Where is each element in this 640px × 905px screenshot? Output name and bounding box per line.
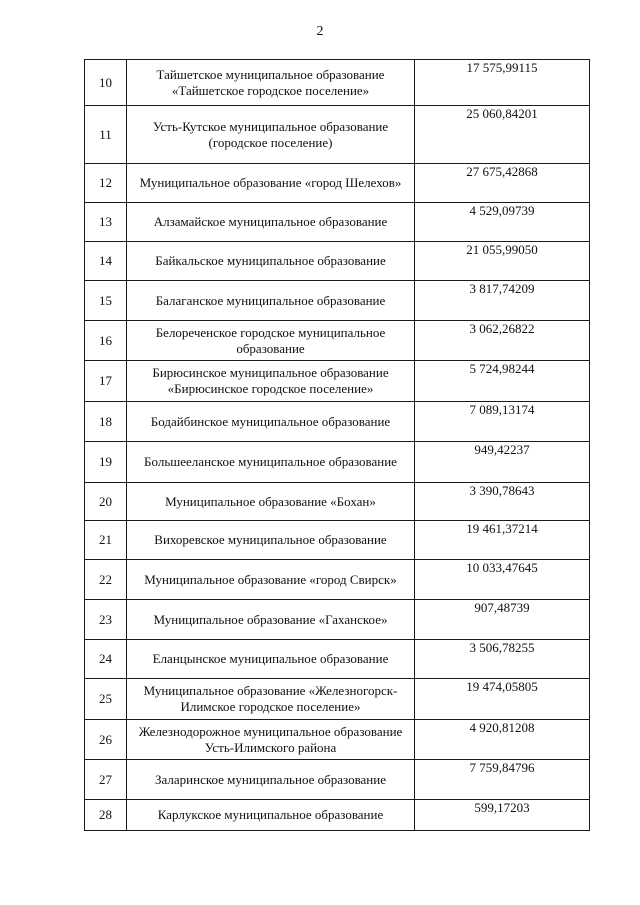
municipality-name: Усть-Кутское муниципальное образование (городское поселение) [127,106,415,164]
table-row [85,640,590,679]
row-number: 17 [85,361,127,402]
table-row [85,361,590,402]
municipality-name: Еланцынское муниципальное образование [127,640,415,679]
page-number: 2 [316,24,324,39]
row-number: 27 [85,760,127,800]
row-number: 14 [85,242,127,281]
municipality-name: Большееланское муниципальное образование [127,442,415,483]
municipality-name: Тайшетское муниципальное образование «Тайшетское городское поселение» [127,60,415,106]
row-number: 26 [85,720,127,760]
amount-value: 4 920,81208 [415,720,590,760]
table-row [85,402,590,442]
municipality-name: Бирюсинское муниципальное образование «Бирюсинское городское поселение» [127,361,415,402]
municipality-name: Карлукское муниципальное образование [127,800,415,831]
municipality-name: Муниципальное образование «Гаханское» [127,600,415,640]
table-row [85,521,590,560]
table-row [85,281,590,321]
table-row [85,600,590,640]
table-row [85,679,590,720]
amount-value: 21 055,99050 [415,242,590,281]
row-number: 12 [85,164,127,203]
amount-value: 25 060,84201 [415,106,590,164]
row-number: 22 [85,560,127,600]
table-row [85,483,590,521]
amount-value: 5 724,98244 [415,361,590,402]
row-number: 15 [85,281,127,321]
table-row [85,164,590,203]
amount-value: 3 062,26822 [415,321,590,361]
municipality-name: Бодайбинское муниципальное образование [127,402,415,442]
amount-value: 949,42237 [415,442,590,483]
amount-value: 27 675,42868 [415,164,590,203]
amount-value: 19 461,37214 [415,521,590,560]
row-number: 24 [85,640,127,679]
row-number: 13 [85,203,127,242]
amount-value: 907,48739 [415,600,590,640]
municipality-name: Балаганское муниципальное образование [127,281,415,321]
row-number: 23 [85,600,127,640]
row-number: 16 [85,321,127,361]
amount-value: 10 033,47645 [415,560,590,600]
table-row [85,242,590,281]
municipality-name: Алзамайское муниципальное образование [127,203,415,242]
municipality-name: Белореченское городское муниципальное образование [127,321,415,361]
municipality-name: Муниципальное образование «город Шелехов» [127,164,415,203]
row-number: 18 [85,402,127,442]
row-number: 10 [85,60,127,106]
amount-value: 19 474,05805 [415,679,590,720]
amount-value: 3 506,78255 [415,640,590,679]
table-row [85,760,590,800]
municipality-name: Муниципальное образование «Бохан» [127,483,415,521]
municipalities-table [84,59,590,831]
row-number: 20 [85,483,127,521]
row-number: 28 [85,800,127,831]
table-row [85,800,590,831]
row-number: 19 [85,442,127,483]
municipality-name: Железнодорожное муниципальное образование Усть-Илимского района [127,720,415,760]
table-row [85,560,590,600]
municipality-name: Байкальское муниципальное образование [127,242,415,281]
amount-value: 17 575,99115 [415,60,590,106]
amount-value: 7 089,13174 [415,402,590,442]
row-number: 21 [85,521,127,560]
row-number: 11 [85,106,127,164]
municipality-name: Заларинское муниципальное образование [127,760,415,800]
amount-value: 4 529,09739 [415,203,590,242]
table-row [85,442,590,483]
amount-value: 3 390,78643 [415,483,590,521]
municipality-name: Вихоревское муниципальное образование [127,521,415,560]
amount-value: 599,17203 [415,800,590,831]
table-row [85,720,590,760]
table-row [85,106,590,164]
row-number: 25 [85,679,127,720]
table-row [85,321,590,361]
table-row [85,203,590,242]
municipality-name: Муниципальное образование «город Свирск» [127,560,415,600]
municipality-name: Муниципальное образование «Железногорск-Илимское городское поселение» [127,679,415,720]
amount-value: 7 759,84796 [415,760,590,800]
amount-value: 3 817,74209 [415,281,590,321]
table-row [85,60,590,106]
